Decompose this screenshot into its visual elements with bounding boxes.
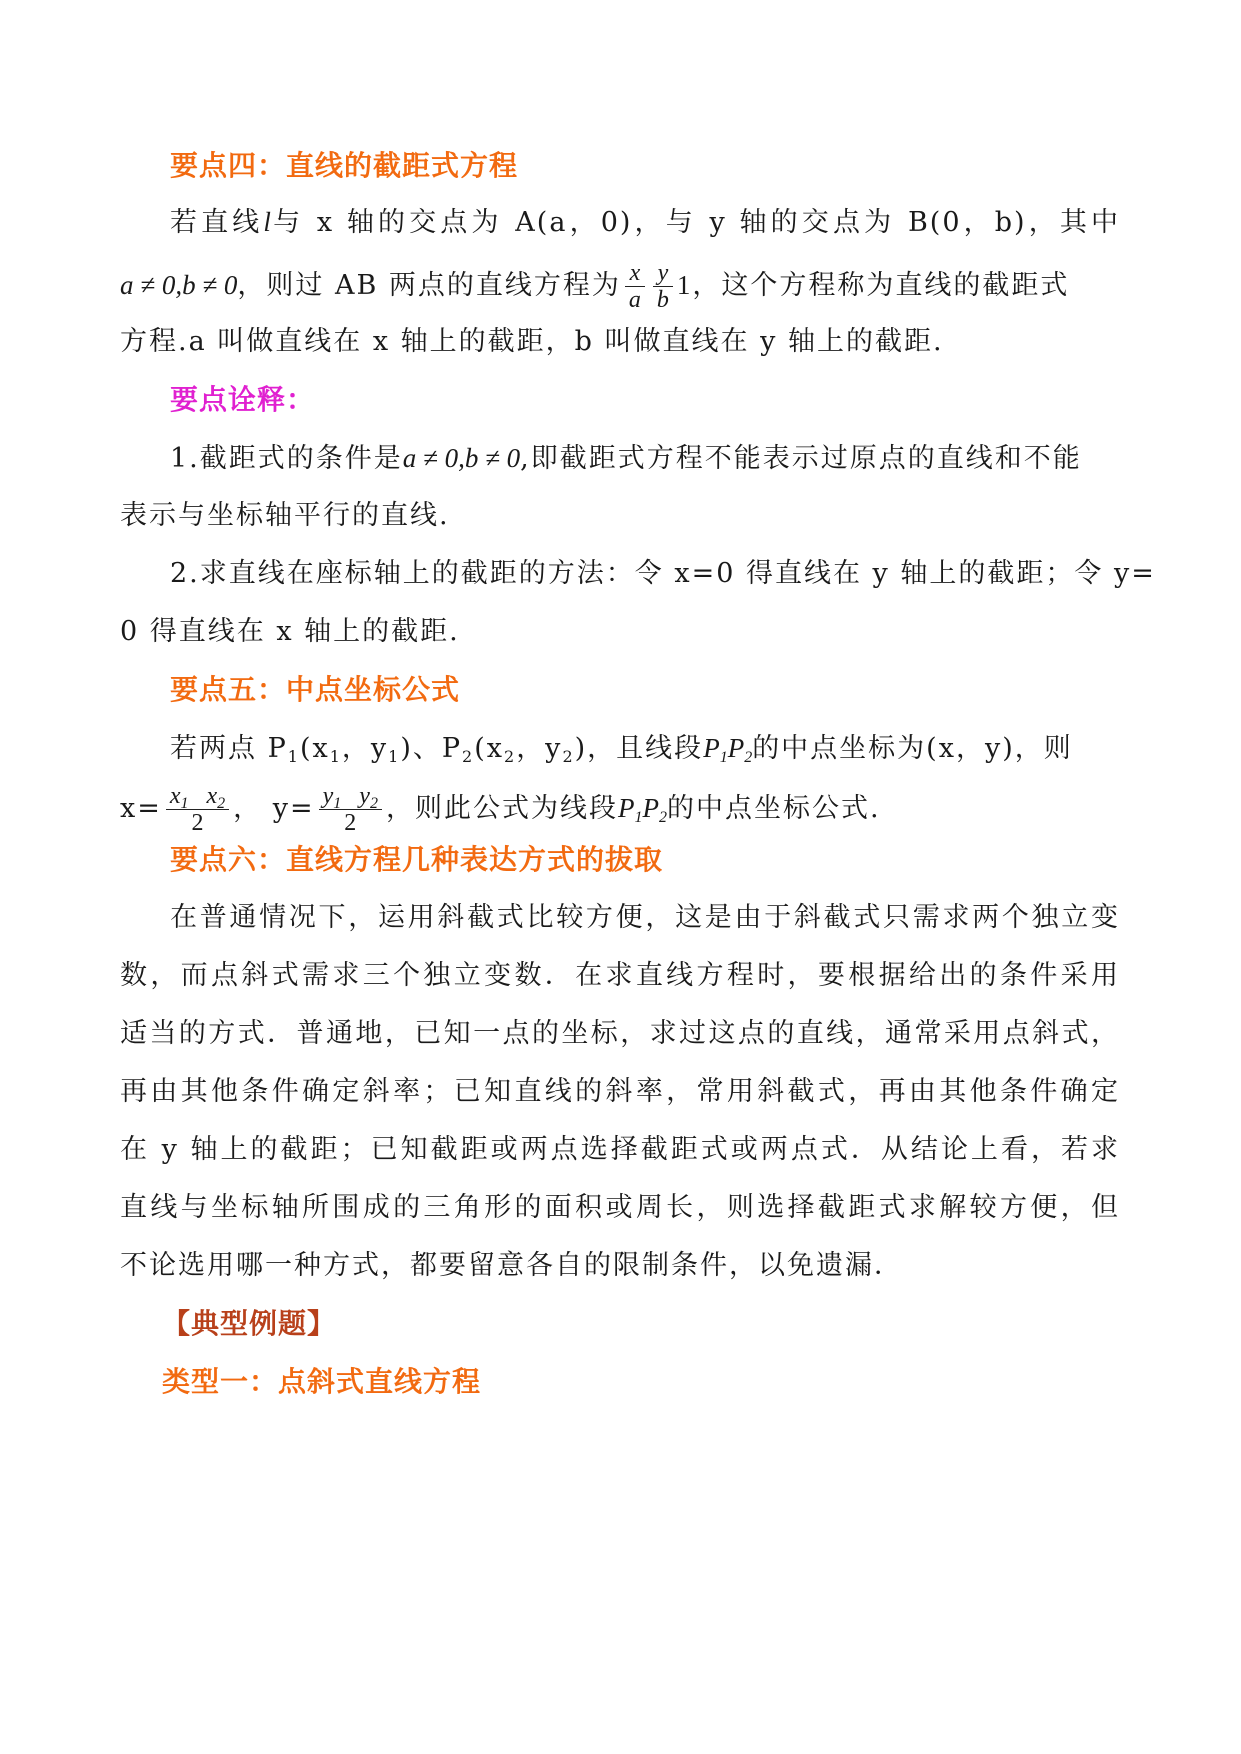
text-run: 的中点坐标公式.: [666, 793, 881, 824]
notes-heading: 要点诠释：: [170, 383, 316, 416]
section-heading-6: 要点六：直线方程几种表达方式的拔取: [170, 843, 664, 876]
math-variable: x: [169, 783, 181, 809]
text-run: ,即截距式方程不能表示过原点的直线和不能: [520, 443, 1082, 474]
paragraph-line: [170, 202, 1120, 243]
paragraph-line: [170, 728, 1120, 769]
subscript: 2: [504, 747, 517, 766]
paragraph-line: 再由其他条件确定斜率；已知直线的斜率，常用斜截式，再由其他条件确定: [120, 1076, 1120, 1107]
paragraph-line: 适当的方式．普通地，已知一点的坐标，求过这点的直线，通常采用点斜式，: [120, 1018, 1120, 1049]
fraction-y-over-b: [653, 260, 673, 313]
text-run: ， y=: [233, 793, 315, 824]
math-variable: P: [727, 733, 745, 763]
examples-heading: 【典型例题】: [162, 1307, 337, 1340]
subscript: 1: [388, 747, 401, 766]
denominator: a: [628, 287, 641, 313]
denominator: 2: [344, 810, 357, 836]
type-one-heading: 类型一：点斜式直线方程: [162, 1365, 482, 1398]
subscript: 1: [287, 747, 300, 766]
text-run: ，这个方程称为直线的截距式: [692, 270, 1070, 301]
paragraph-line: [120, 260, 1120, 313]
paragraph-line: 方程.a 叫做直线在 x 轴上的截距，b 叫做直线在 y 轴上的截距.: [120, 326, 944, 357]
paragraph-line: 2.求直线在座标轴上的截距的方法：令 x=0 得直线在 y 轴上的截距；令 y=: [170, 558, 1156, 589]
text-run: )、P: [400, 733, 463, 764]
subscript: 1: [333, 795, 342, 812]
denominator: b: [656, 287, 669, 313]
numerator: [166, 783, 229, 810]
paragraph-line: 在普通情况下，运用斜截式比较方便，这是由于斜截式只需求两个独立变: [170, 902, 1120, 933]
math-variable: P: [642, 793, 659, 823]
equation-rhs: 1: [676, 270, 693, 300]
section-heading-5: 要点五：中点坐标公式: [170, 673, 461, 706]
fraction-x-over-a: [625, 260, 645, 313]
text-run: x=: [120, 793, 162, 824]
paragraph-line: 表示与坐标轴平行的直线.: [120, 500, 450, 531]
text-run: 的中点坐标为(x，y)，则: [752, 733, 1073, 764]
text-run: 1.截距式的条件是: [170, 443, 403, 474]
math-variable: y: [322, 783, 334, 809]
paragraph-line: 数，而点斜式需求三个独立变数．在求直线方程时，要根据给出的条件采用: [120, 960, 1120, 991]
numerator: x: [625, 260, 645, 287]
math-variable: l: [263, 207, 271, 237]
text-run: ，y: [341, 733, 389, 764]
text-run: 若两点 P: [170, 733, 288, 764]
text-run: ，y: [516, 733, 563, 764]
paragraph-line: 直线与坐标轴所围成的三角形的面积或周长，则选择截距式求解较方便，但: [120, 1192, 1120, 1223]
math-variable: P: [617, 793, 635, 823]
math-variable: y: [359, 783, 370, 809]
section-heading-4: 要点四：直线的截距式方程: [170, 149, 519, 182]
paragraph-line: [120, 780, 1120, 836]
subscript: 2: [369, 795, 378, 812]
text-run: 若直线: [170, 207, 264, 238]
paragraph-line: [170, 438, 1120, 479]
paragraph-line: 0 得直线在 x 轴上的截距.: [120, 616, 460, 647]
paragraph-line: 在 y 轴上的截距；已知截距或两点选择截距式或两点式．从结论上看，若求: [120, 1134, 1120, 1165]
subscript: 1: [719, 749, 728, 766]
subscript: 1: [180, 795, 189, 812]
denominator: 2: [191, 810, 204, 836]
math-variable: P: [703, 733, 720, 763]
subscript: 2: [462, 747, 475, 766]
text-run: ，则此公式为线段: [385, 793, 618, 824]
math-condition: a ≠ 0,b ≠ 0: [402, 443, 521, 473]
subscript: 1: [634, 809, 643, 826]
numerator: y: [653, 260, 673, 287]
text-run: (x: [299, 733, 330, 764]
subscript: 2: [658, 809, 667, 826]
text-run: ，则过 AB 两点的直线方程为: [237, 270, 621, 301]
text-run: 与 x 轴的交点为 A(a，0)，与 y 轴的交点为 B(0，b)，其中: [270, 207, 1121, 238]
subscript: 2: [562, 747, 575, 766]
subscript: 2: [217, 795, 226, 812]
numerator: [319, 783, 382, 810]
math-condition: a ≠ 0,b ≠ 0: [120, 270, 238, 300]
text-run: )，且线段: [574, 733, 704, 764]
text-run: (x: [474, 733, 504, 764]
fraction-y-midpoint: [319, 783, 382, 836]
subscript: 2: [744, 749, 753, 766]
paragraph-line: 不论选用哪一种方式，都要留意各自的限制条件，以免遗漏．: [120, 1250, 903, 1281]
math-variable: x: [206, 783, 218, 809]
fraction-x-midpoint: [166, 783, 229, 836]
subscript: 1: [329, 747, 342, 766]
